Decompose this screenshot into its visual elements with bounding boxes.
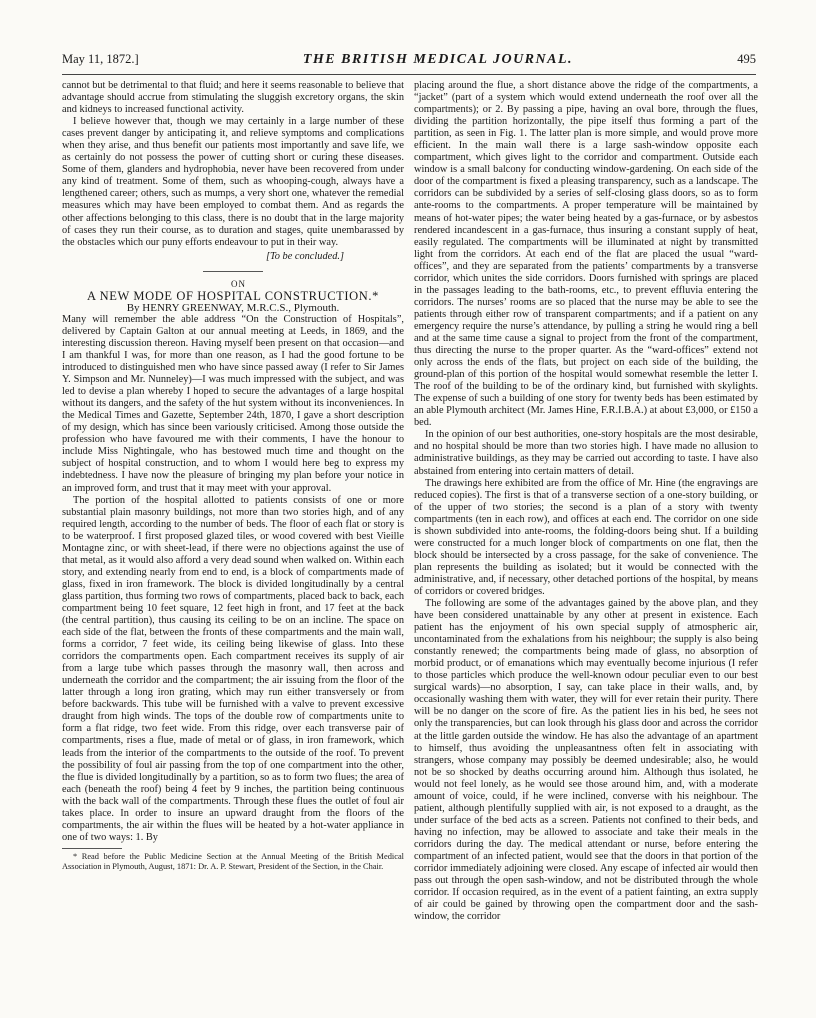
page-number: 495	[737, 52, 756, 66]
section-divider	[203, 271, 263, 272]
paragraph: The portion of the hospital allotted to patients consists of one or more substantial plain masonry buildings, not more than two stories high, and of any required length, according to the number of beds. The floor of each flat or story is to be waterproof. I first proposed glazed tiles, or wood covered with best Vieille Montagne zinc, or with sheet-lead, if there were no objections against the use of that metal, as it would also afford a very dead sound when walked on. Within each story, and extending nearly from end to end, is a block of compartments made of glass, fixed in iron framework. The block is divided longitudinally by a central glass partition, thus forming two rows of compartments, placed back to back, each compartment being 10 feet square, 12 feet high in front, and 17 feet at the back (the central partition), thus causing its ceiling to be on an incline. The space on each side of the flat, between the fronts of these compartments and the main wall, forms a corridor, 7 feet wide, its ceiling being likewise of glass. Into these corridors the compartments open. Each compartment receives its supply of air from a large tube which passes through the masonry wall, then across and underneath the corridor and the compartment; the air issuing from the floor of the latter through a long iron grating, which may run either transversely or from before backwards. This tube will be furnished with a valve to prevent excessive draught from high winds. The tops of the double row of compartments unite to form a flat ridge, two feet wide. From this ridge, over each transverse pair of compartments, rises a flue, made of metal or of glass, in iron framework, which leads from the interior of the compartments to the outside of the roof. To prevent the possibility of foul air passing from the top of one compartment into the other, the flue is divided longitudinally by a partition, so as to form two flues; the area of each (beneath the roof) being 4 feet by 9 inches, the partition being continuous with the back wall of the compartments. Through these flues the outlet of foul air takes place. In order to insure an upward draught from the floors of the compartments, the air within the flues will be heated by a hot-water appliance in one of two ways: 1. By	[62, 494, 404, 843]
paragraph: The drawings here exhibited are from the office of Mr. Hine (the engravings are reduced copies). The first is that of a transverse section of a one-story building, or of the upper of two stories; the second is a plan of a story with twenty compartments (ten in each row), and offices at each end. The corridor on one side is shown subdivided into ante-rooms, the folding-doors being shut. If a building were constructed for a much longer block of compartments on one flat, then the block should be intersected by a cross passage, for the sake of convenience. The plan represents the building as isolated; but it would be connected with the administrative, and, if necessary, other detached portions of the hospital, by means of corridors or covered bridges.	[414, 477, 758, 597]
issue-date: May 11, 1872.]	[62, 52, 139, 66]
paragraph: Many will remember the able address “On the Construction of Hospitals”, delivered by Captain Galton at our annual meeting at Leeds, in 1869, and the interesting discussion thereon. Having myself been present on that occasion—and I am thankful I was, for more than one reason, as I had the good fortune to be introduced to distinguished men who have since passed away (I refer to Sir James Y. Simpson and Mr. Nunneley)—I was much impressed with the subject, and was led to devise a plan whereby I hoped to secure the advantages of a large hospital without its dangers, and the safety of the hut system without its inconveniences. In the Medical Times and Gazette, September 24th, 1870, I gave a short description of my design, which has since been variously criticised. Among those outside the profession who have favoured me with their comments, I have the honour to include Miss Nightingale, who has bestowed much time and thought on the subject of hospital construction, and to whom I would here beg to express my indebtedness. I have now the pleasure of bringing my plan before your notice in an improved form, and trust that it may meet with your approval.	[62, 313, 404, 494]
paragraph: I believe however that, though we may certainly in a large number of these cases prevent danger by anticipating it, and relieve symptoms and complications when they arise, and thus benefit our patients most importantly and save life, we as certainly do not possess the power of cutting short or curing these diseases. Some of them, glanders and hydrophobia, never have been recovered from under any kind of treatment. Some of them, such as whooping-cough, always have a lengthened career; others, such as mumps, a very short one, whatever the remedial measures which may have been employed to combat them. And as regards the other affections belonging to this class, there is no doubt that in the large majority of cases they run their course, as to duration and stages, quite unembarassed by the obstacles which our puny efforts endeavour to put in their way.	[62, 116, 404, 248]
footnote: * Read before the Public Medicine Section at the Annual Meeting of the British Medical Association in Plymouth, August, 1871: Dr. A. P. Stewart, President of the Section, in the Chair.	[62, 851, 404, 871]
footnote-divider	[62, 848, 122, 849]
article-title: A NEW MODE OF HOSPITAL CONSTRUCTION.*	[86, 288, 380, 303]
right-column	[414, 80, 758, 923]
paragraph: placing around the flue, a short distance above the ridge of the compartments, a “jacket” (part of a system which would extend underneath the roof over all the compartments); or 2. By passing a pipe, having an oval bore, through the flues, dividing the partition horizontally, the pipe itself thus forming a part of the partition, as seen in Fig. 1. The latter plan is more simple, and would prove more efficient. In the main wall there is a large sash-window opposite each compartment, which gives light to the corridor and compartment. Outside each window is a small balcony for conducting window-gardening. On each side of the door of the compartment is fixed a pleasing transparency, such as a landscape. The corridors can be subdivided by a series of self-closing glass doors, so as to form ante-rooms to the compartments. A proper temperature will be maintained by means of hot-water pipes; the water being heated by a gas-furnace, or by asbestos rendered incandescent in a gas-furnace, thus insuring a constant supply of heat, easily regulated. The compartments will be illuminated at night by transmitted light from the corridors. At each end of the flat are placed the usual “ward-offices”, and they are separated from the patients’ compartments by a transverse corridor, which unites the side corridors. Doors furnished with springs are placed in the passages leading to the bath-rooms, etc., to prevent effluvia entering the corridors. The nurses’ rooms are so placed that the nurse may be able to see the patients through either row of transparent compartments; and if a patient on any emergency require the nurse’s attendance, by pulling a string he would ring a bell and at the same time cause a signal to project from the front of the compartment, thus directing the nurse to the proper quarter. As the “ward-offices” extend not only across the ends of the flats, but project on each side of the building, the ground-plan of this portion of the hospital would somewhat resemble the letter I. The roof of the building to be of the ordinary kind, but furnished with skylights. The expense of such a building of one story for twenty beds has been estimated by an able Plymouth architect (Mr. James Hine, F.R.I.B.A.) at about £3,000, or £150 a bed.	[414, 80, 758, 429]
left-column	[62, 80, 404, 871]
paragraph: cannot but be detrimental to that fluid; and here it seems reasonable to believe that advantage should accrue from stimulating the sluggish excretory organs, the skin and kidneys to increased functional activity.	[62, 80, 404, 116]
running-header	[62, 52, 756, 75]
to-be-concluded-note: [To be concluded.]	[265, 250, 344, 262]
article-byline: By HENRY GREENWAY, M.R.C.S., Plymouth.	[126, 301, 340, 314]
journal-title: THE BRITISH MEDICAL JOURNAL.	[302, 52, 574, 67]
paragraph: In the opinion of our best authorities, one-story hospitals are the most desirable, and no hospital should be more than two stories high. I have made no allusion to administrative buildings, as they may be carried out according to taste. I have also abstained from entering into certain matters of detail.	[414, 429, 758, 477]
paragraph: The following are some of the advantages gained by the above plan, and they have been considered unattainable by any other at present in existence. Each patient has the enjoyment of his own special supply of atmospheric air, uncontaminated from the exhalations from his neighbour; the supply is also being constantly renewed; the compartments being made of glass, no absorption of morbid product, or of emanations which may eventually become injurious (I refer to those particles which produce the well-known odour peculiar even to our best surgical wards)—no absorption, I say, can take place in their walls, and, by occasionally washing them with water, they will for ever retain their purity. There will be no danger on the score of fire. As the patient lies in his bed, he sees not only the transparencies, but can look through his glass door and across the corridor at the little garden outside the window. He has also the advantage of an apartment to himself, thus avoiding the unpleasantness often felt in associating with strangers, whose company may possibly be deemed undesirable; also, he would not be so shocked by deaths occurring around him. Although thus isolated, he would not feel lonely, as he would see those around him, and, with a moderate amount of voice, could, if he were inclined, converse with his neighbour. The patient, although plentifully supplied with air, is not exposed to a draught, as the under surface of the bed acts as a screen. Patients not confined to their beds, and having no infection, may be allowed to associate and take their meals in the corridors during the day. The medical attendant or nurse, before entering the compartment of an infected patient, would see that the doors in that portion of the corridor immediately adjoining were closed. Any escape of infected air would then pass out through the open sash-window, and not be distributed through the whole corridor. If occasion required, as in the event of a patient fainting, an extra supply of air could be gained by throwing open the compartment door and the sash-window, the corridor	[414, 598, 758, 923]
article-preposition: ON	[231, 278, 246, 289]
